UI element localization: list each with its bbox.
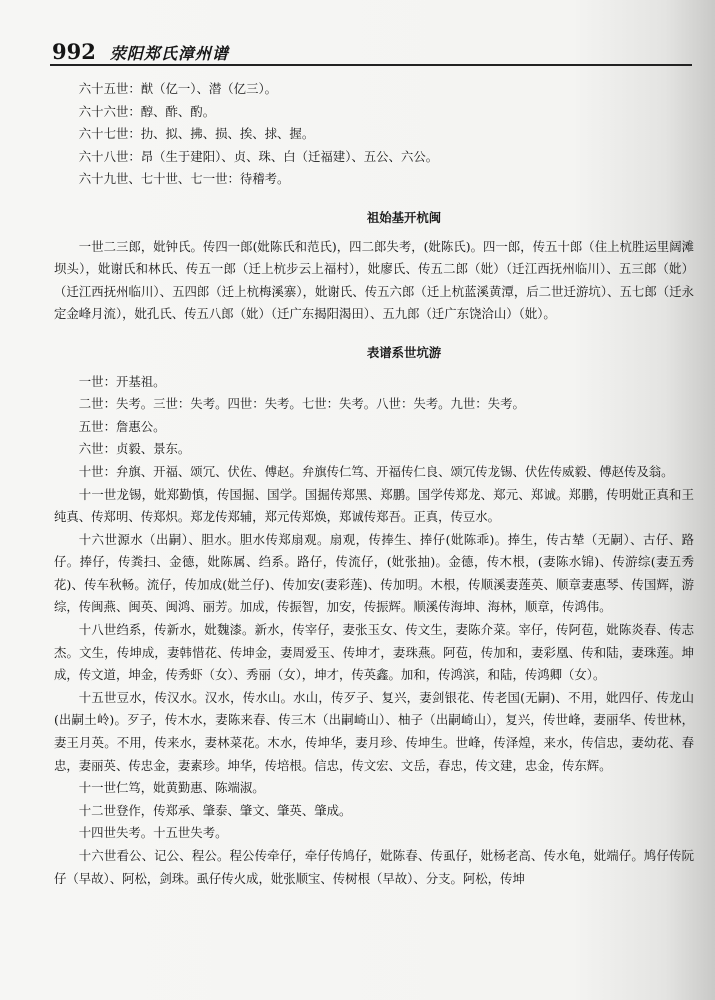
paragraph: 二世：失考。三世：失考。四世：失考。七世：失考。八世：失考。九世：失考。 xyxy=(78,396,525,412)
paragraph: 十四世失考。十五世失考。 xyxy=(78,825,228,841)
book-title: 荥阳郑氏漳州谱 xyxy=(109,44,229,63)
paragraph: 十一世龙锡，妣郑勤慎，传国掘、国学。国掘传郑黑、郑鹏。国学传郑龙、郑元、郑诚。郑鹏，传明妣正真和王纯真、传郑明、传郑炽。郑龙传郑辅，郑元传郑焕，郑诚传郑吾。正真，传豆水。 xyxy=(54,486,694,525)
page-header xyxy=(52,40,677,64)
paragraph: 十八世绉系，传新水，妣魏漆。新水，传宰仔，妻张玉女、传文生，妻陈介菜。宰仔，传阿苞，妣陈炎春、传志杰。文生，传坤成，妻韩惜花、传坤金，妻周爱玉、传坤才，妻珠燕。阿苞，传加和，妻彩凰、传和陆，妻珠莲。坤成，传文道，坤金，传秀虾（女）、秀丽（女），坤才，传英鑫。加和，传鸿滨，和陆，传鸿卿（女）。 xyxy=(54,622,694,683)
paragraph: 六十九世、七十世、七一世：待稽考。 xyxy=(78,171,290,187)
section-title: 祖始基开杭闽 xyxy=(366,209,442,225)
paragraph: 十世：弁旗、开福、颂冗、伏佐、傅赵。弁旗传仁笃、开福传仁良、颂冗传龙锡、伏佐传威毅、傅赵传及翁。 xyxy=(78,463,674,479)
document-body xyxy=(54,78,694,890)
paragraph: 一世二三郎，妣钟氏。传四一郎(妣陈氏和范氏)，四二郎失考，(妣陈氏)。四一郎，传五十郎（住上杭胜运里阔滩坝头），妣谢氏和林氏、传五一郎（迁上杭步云上福村），妣廖氏、传五二郎（妣）（迁江西抚州临川）、五三郎（妣）（迁江西抚州临川）、五四郎（迁上杭梅溪寨），妣谢氏、传五六郎（迁上杭蓝溪黄潭，后二世迁游坑）、五七郎（迁永定金峰月流），妣孔氏、传五八郎（妣）（迁广东揭阳渴田）、五九郎（迁广东饶洽山）（妣）。 xyxy=(54,238,694,322)
paragraph: 五世：詹惠公。 xyxy=(78,418,166,434)
paragraph: 六十六世：醇、酢、酌。 xyxy=(78,103,216,119)
paragraph: 六世：贞毅、景东。 xyxy=(78,441,191,457)
paragraph: 十一世仁笃，妣黄勤惠、陈端淑。 xyxy=(78,780,265,796)
paragraph: 十六世看公、记公、程公。程公传牵仔，牵仔传鸠仔，妣陈春、传虱仔，妣杨老高、传水龟，妣端仔。鸠仔传阮仔（早故）、阿松，剑珠。虱仔传火成，妣张顺宝、传树根（早故）、分支。阿松，传坤 xyxy=(54,848,694,886)
paragraph: 六十七世：扐、拟、拂、损、挨、捄、握。 xyxy=(78,126,315,142)
paragraph: 十五世豆水，传汉水。汉水，传水山。水山，传歹子、复兴，妻剑银花、传老国(无嗣)、不用，妣四仔、传龙山(出嗣土岭)。歹子，传木水，妻陈来春、传三木（出嗣崎山）、柚子（出嗣崎山），复兴，传世峰，妻丽华、传世林，妻王月英。不用，传来水，妻林菜花。木水，传坤华，妻月珍、传坤生。世峰，传泽煌，来水，传信忠，妻幼花、春忠，妻丽英、传忠金，妻素珍。坤华，传培根。信忠，传文宏、文岳，春忠，传文建，忠金，传东辉。 xyxy=(54,689,694,773)
paragraph: 十二世登作，传郑承、肇泰、肇文、肇英、肇成。 xyxy=(78,802,352,818)
paragraph: 六十八世：昂（生于建阳）、贞、珠、白（迁福建）、五公、六公。 xyxy=(78,148,439,164)
paragraph: 十六世源水（出嗣）、胆水。胆水传郑扇观。扇观，传捧生、捧仔(妣陈乖)。捧生，传古辇（无嗣）、古仔、路仔。捧仔，传粪扫、金德，妣陈属、绉系。路仔，传流仔，(妣张抽)。金德，传木根，(妻陈水锦)、传游综(妻五秀花)、传车秋畅。流仔，传加成(妣兰仔)、传加安(妻彩莲)、传加明。木根，传顺溪妻莲英、顺章妻惠琴、传国辉，游综，传闽燕、闽英、闽鸿、丽芳。加成，传振智，加安，传振辉。顺溪传海坤、海林，顺章，传鸿伟。 xyxy=(54,531,694,615)
page-number: 992 xyxy=(52,39,96,64)
section-title: 表谱系世坑游 xyxy=(366,344,442,360)
header-rule xyxy=(50,64,692,66)
paragraph: 六十五世：猷（亿一）、潜（亿三）。 xyxy=(78,81,278,96)
paragraph: 一世：开基祖。 xyxy=(78,373,166,389)
